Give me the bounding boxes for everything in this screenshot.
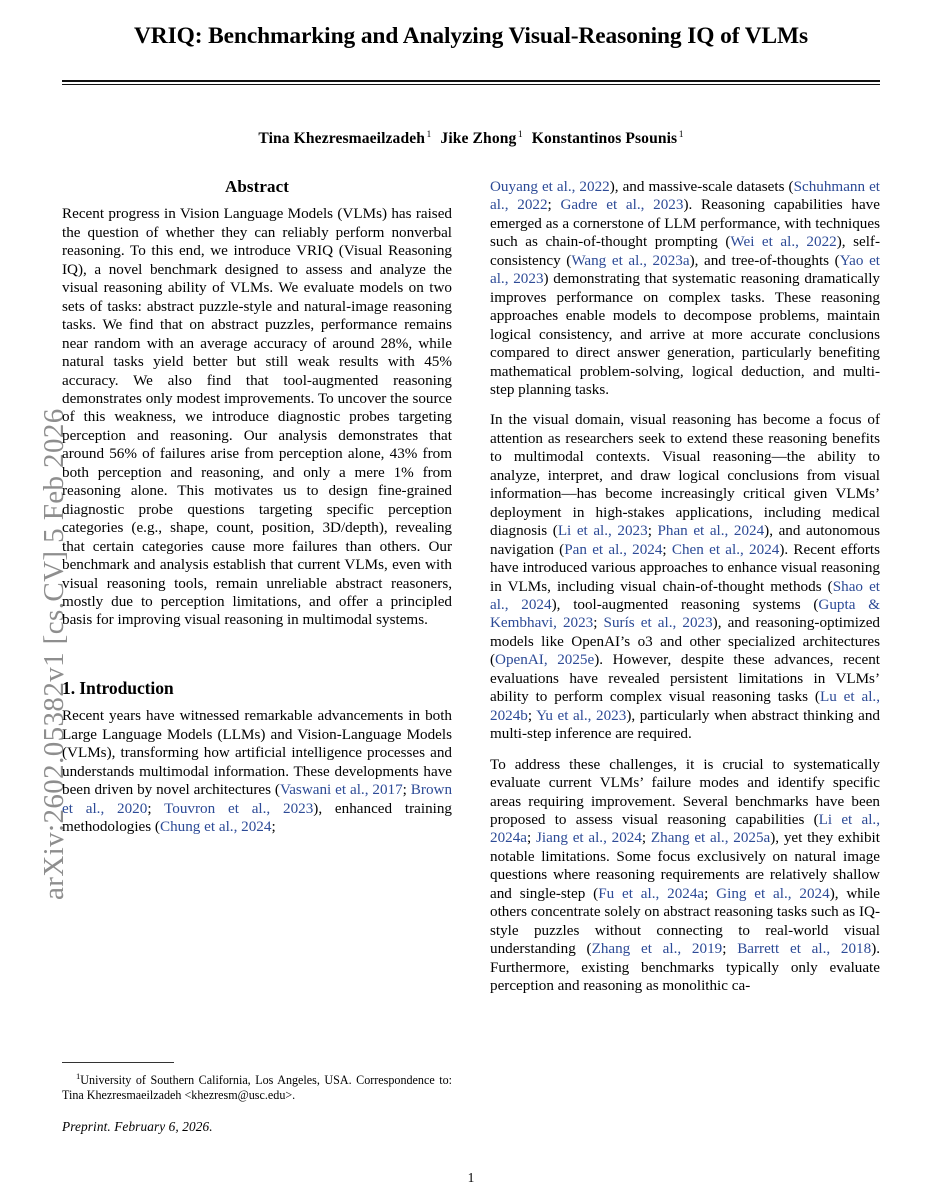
footnote-body: University of Southern California, Los Angeles, USA. Correspondence to: Tina Khezresmaeilzadeh <khezresm@usc.edu>. <box>62 1073 452 1102</box>
right-column <box>490 178 880 995</box>
citation-link[interactable]: Phan et al., 2024 <box>657 522 765 540</box>
citation-link[interactable]: Wei et al., 2022 <box>730 233 837 251</box>
page-title: VRIQ: Benchmarking and Analyzing Visual-Reasoning IQ of VLMs <box>134 23 808 49</box>
footnote-text <box>62 1069 452 1102</box>
citation-link[interactable]: Shao et al., 2024 <box>490 577 880 613</box>
citation-link[interactable]: Schuhmann et al., 2022 <box>490 178 881 214</box>
author-affiliation-marker: 1 <box>426 128 432 140</box>
footnote-block <box>62 1062 452 1135</box>
preprint-line: Preprint. February 6, 2026. <box>62 1119 213 1135</box>
title-divider <box>62 80 880 85</box>
body-text: ; <box>402 781 411 799</box>
citation-link[interactable]: Fu et al., 2024a <box>598 884 705 902</box>
abstract-body: Recent progress in Vision Language Models (VLMs) has raised the question of whether they can reliably perform nonverbal reasoning. To this end, we introduce VRIQ (Visual Reasoning IQ), a novel benchmark designed to assess and analyze the visual reasoning ability of VLMs. We evaluate models on two sets of tasks: abstract puzzle-style and natural-image reasoning tasks. We find that on abstract puzzles, performance remains near random with an average accuracy of around 28%, while natural tasks yield better but still weak results with 45% accuracy. We also find that tool-augmented reasoning demonstrates only modest improvements. To uncover the source of this weakness, we introduce diagnostic probes targeting perception and reasoning. Our analysis demonstrates that around 56% of failures arise from perception alone, 43% from both perception and reasoning, and only a mere 1% from reasoning alone. This motivates us to design fine-grained diagnostic probe questions targeting specific perception categories (e.g., shape, count, position, 3D/depth), revealing that certain categories cause more failures than others. Our benchmark and analysis establish that current VLMs, even with visual reasoning tools, remain unreliable abstract reasoners, mostly due to perception limitations, and offer a principled basis for improving visual reasoning in multimodal systems. <box>62 205 452 629</box>
author-affiliation-marker: 1 <box>517 128 523 140</box>
body-text: ; <box>647 522 658 540</box>
paper-page <box>62 0 880 1200</box>
citation-link[interactable]: Li et al., 2024a <box>490 810 880 847</box>
citation-link[interactable]: Brown et al., 2020 <box>62 781 453 817</box>
citation-link[interactable]: Li et al., 2023 <box>557 522 648 540</box>
body-text: ), particularly when abstract thinking and multi-step inference are required. <box>490 706 880 743</box>
citation-link[interactable]: Lu et al., 2024b <box>490 688 880 724</box>
body-text: ), yet they exhibit notable limitations. Some focus exclusively on natural image questions where reasoning requirements are relatively shallow and single-step ( <box>490 829 880 902</box>
abstract-heading: Abstract <box>224 177 290 196</box>
author-affiliation-marker: 1 <box>678 128 684 140</box>
right-paragraph-3 <box>490 756 880 996</box>
right-paragraph-1 <box>490 178 880 399</box>
body-text: ; <box>547 196 561 214</box>
citation-link[interactable]: Vaswani et al., 2017 <box>279 781 403 799</box>
citation-link[interactable]: Jiang et al., 2024 <box>535 829 642 847</box>
body-text: ). However, despite these advances, recent evaluations have revealed persistent limitations in VLMs’ ability to perform complex visual reasoning tasks ( <box>490 651 880 706</box>
author-name: Konstantinos Psounis $^1$ <box>531 128 684 148</box>
citation-link[interactable]: Ouyang et al., 2022 <box>490 178 610 195</box>
body-text: ), enhanced training methodologies ( <box>62 799 452 836</box>
citation-link[interactable]: Yao et al., 2023 <box>490 251 880 288</box>
author-list <box>62 129 880 148</box>
arxiv-stamp <box>0 0 70 1200</box>
citation-link[interactable]: Ging et al., 2024 <box>716 884 830 902</box>
citation-link[interactable]: Pan et al., 2024 <box>564 540 663 558</box>
footnote-divider <box>62 1062 174 1063</box>
body-text: ; <box>641 829 651 847</box>
title-block <box>62 0 880 85</box>
body-text: ). Furthermore, existing benchmarks typically only evaluate perception and reasoning as monolithic ca- <box>490 940 881 995</box>
citation-link[interactable]: OpenAI, 2025e <box>495 651 595 669</box>
introduction-heading: 1. Introduction <box>62 677 174 698</box>
left-column <box>62 178 452 837</box>
citation-link[interactable]: Gupta & Kembhavi, 2023 <box>490 595 880 632</box>
body-text: Recent years have witnessed remarkable advancements in both Large Language Models (LLMs) and Vision-Language Models (VLMs), transforming how artificial intelligence processes and understands multimodal information. These developments have been driven by novel architectures ( <box>62 707 452 799</box>
body-text: ), tool-augmented reasoning systems ( <box>551 595 819 613</box>
body-text: ; <box>593 614 604 632</box>
citation-link[interactable]: Barrett et al., 2018 <box>737 940 872 958</box>
author-name: Tina Khezresmaeilzadeh $^1$ <box>258 128 432 148</box>
body-text: ), and tree-of-thoughts ( <box>689 251 840 269</box>
citation-link[interactable]: Chen et al., 2024 <box>671 540 780 558</box>
body-columns <box>62 178 880 1178</box>
footnote-marker: 1 <box>76 1071 81 1081</box>
body-text: ), while others concentrate solely on abstract reasoning tasks such as IQ-style puzzles without connecting to real-world visual understanding ( <box>490 884 880 958</box>
citation-link[interactable]: Gadre et al., 2023 <box>560 196 684 214</box>
body-text: In the visual domain, visual reasoning has become a focus of attention as researchers seek to extend these reasoning benefits to multimodal contexts. Visual reasoning—the ability to analyze, interpret, and draw logical conclusions from visual information—has become increasingly critical given VLMs’ deployment in high-stakes applications, including medical diagnosis ( <box>490 411 880 540</box>
page-number: 1 <box>467 1170 475 1185</box>
arxiv-stamp-text: arXiv:2602.05382v1 [cs.CV] 5 Feb 2026 <box>38 408 70 900</box>
body-text: ) demonstrating that systematic reasoning dramatically improves performance on complex tasks. These reasoning approaches enable models to decompose problems, maintain logical consistency, and arrive at more accurate conclusions compared to direct answer generation, particularly benefiting mathematical problem-solving, logical deduction, and multi-step planning tasks. <box>490 270 880 398</box>
body-text: ; <box>527 829 536 847</box>
citation-link[interactable]: Zhang et al., 2019 <box>591 940 723 958</box>
citation-link[interactable]: Surís et al., 2023 <box>603 614 713 632</box>
body-text: ; <box>704 884 717 902</box>
body-text: ; <box>271 818 276 836</box>
body-text: To address these challenges, it is crucial to systematically evaluate current VLMs’ failure modes and identify specific areas requiring improvement. Several benchmarks have been proposed to assess visual reasoning capabilities ( <box>490 755 880 828</box>
right-paragraph-2 <box>490 411 880 743</box>
body-text: ; <box>527 706 537 724</box>
body-text: ; <box>722 940 738 958</box>
citation-link[interactable]: Chung et al., 2024 <box>159 818 272 836</box>
citation-link[interactable]: Touvron et al., 2023 <box>164 799 314 817</box>
body-text: ), and massive-scale datasets ( <box>609 178 794 195</box>
body-text: ). Recent efforts have introduced various approaches to enhance visual reasoning in VLMs, including visual chain-of-thought methods ( <box>490 540 880 595</box>
introduction-section <box>62 679 452 837</box>
body-text: ; <box>662 540 672 558</box>
body-text: ), and autonomous navigation ( <box>490 522 881 558</box>
author-name: Jike Zhong $^1$ <box>440 128 523 148</box>
body-text: ; <box>147 799 165 817</box>
citation-link[interactable]: Yu et al., 2023 <box>536 706 627 724</box>
body-text: ), self-consistency ( <box>490 233 880 269</box>
introduction-paragraph-1 <box>62 707 452 836</box>
body-text: ). Reasoning capabilities have emerged as a cornerstone of LLM performance, with techniques such as chain-of-thought prompting ( <box>490 196 880 251</box>
citation-link[interactable]: Zhang et al., 2025a <box>650 829 771 847</box>
body-text: ), and reasoning-optimized models like OpenAI’s o3 and other specialized architectures ( <box>490 614 880 669</box>
citation-link[interactable]: Wang et al., 2023a <box>571 251 690 269</box>
